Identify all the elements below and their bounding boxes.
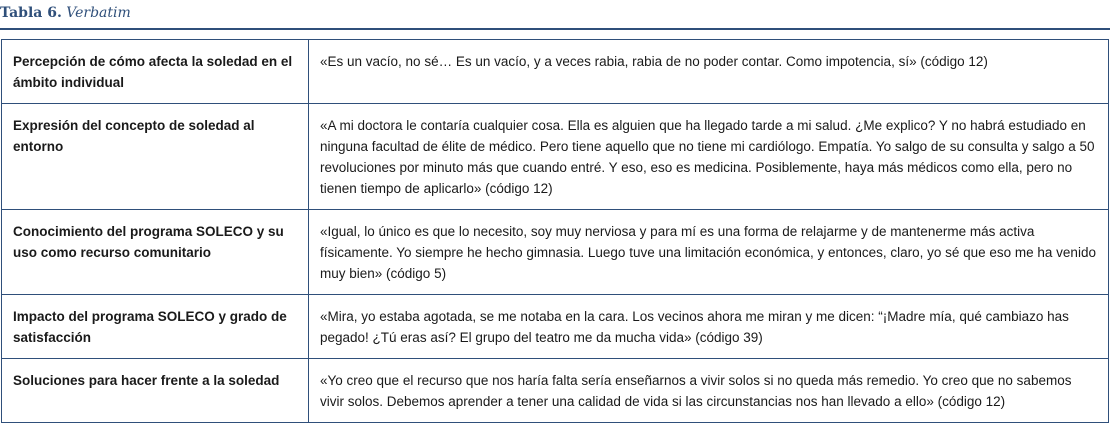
category-cell: Percepción de cómo afecta la soledad en el ámbito individual	[2, 40, 309, 104]
verbatim-table	[1, 39, 1109, 423]
table-row	[2, 295, 1109, 359]
table-caption	[0, 3, 131, 23]
table-caption-title: Verbatim	[66, 5, 131, 21]
table-caption-label: Tabla 6.	[0, 5, 62, 21]
category-cell: Expresión del concepto de soledad al entorno	[2, 104, 309, 210]
category-cell: Impacto del programa SOLECO y grado de satisfacción	[2, 295, 309, 359]
quote-cell: «A mi doctora le contaría cualquier cosa. Ella es alguien que ha llegado tarde a mi salud. ¿Me explico? Y no habrá estudiado en ninguna facultad de élite de médico. Pero tiene aquello que no tiene mi cardiólogo. Empatía. Yo salgo de su consulta y salgo a 50 revoluciones por minuto más que cuando entré. Y eso, eso es medicina. Posiblemente, haya más médicos como ella, pero no tienen tiempo de aplicarlo» (código 12)	[309, 104, 1109, 210]
category-cell: Conocimiento del programa SOLECO y su uso como recurso comunitario	[2, 210, 309, 295]
caption-divider	[0, 28, 1110, 30]
table-row	[2, 359, 1109, 423]
quote-cell: «Yo creo que el recurso que nos haría falta sería enseñarnos a vivir solos si no queda más remedio. Yo creo que no sabemos vivir solos. Debemos aprender a tener una calidad de vida si las circunstancias nos han llevado a ello» (código 12)	[309, 359, 1109, 423]
table-row	[2, 40, 1109, 104]
table-row	[2, 210, 1109, 295]
quote-cell: «Mira, yo estaba agotada, se me notaba en la cara. Los vecinos ahora me miran y me dicen: “¡Madre mía, qué cambiazo has pegado! ¿Tú eras así? El grupo del teatro me da mucha vida» (código 39)	[309, 295, 1109, 359]
category-cell: Soluciones para hacer frente a la soledad	[2, 359, 309, 423]
table-row	[2, 104, 1109, 210]
quote-cell: «Es un vacío, no sé… Es un vacío, y a veces rabia, rabia de no poder contar. Como impotencia, sí» (código 12)	[309, 40, 1109, 104]
quote-cell: «Igual, lo único es que lo necesito, soy muy nerviosa y para mí es una forma de relajarme y de mantenerme más activa físicamente. Yo siempre he hecho gimnasia. Luego tuve una limitación económica, y entonces, claro, yo sé que eso me ha venido muy bien» (código 5)	[309, 210, 1109, 295]
